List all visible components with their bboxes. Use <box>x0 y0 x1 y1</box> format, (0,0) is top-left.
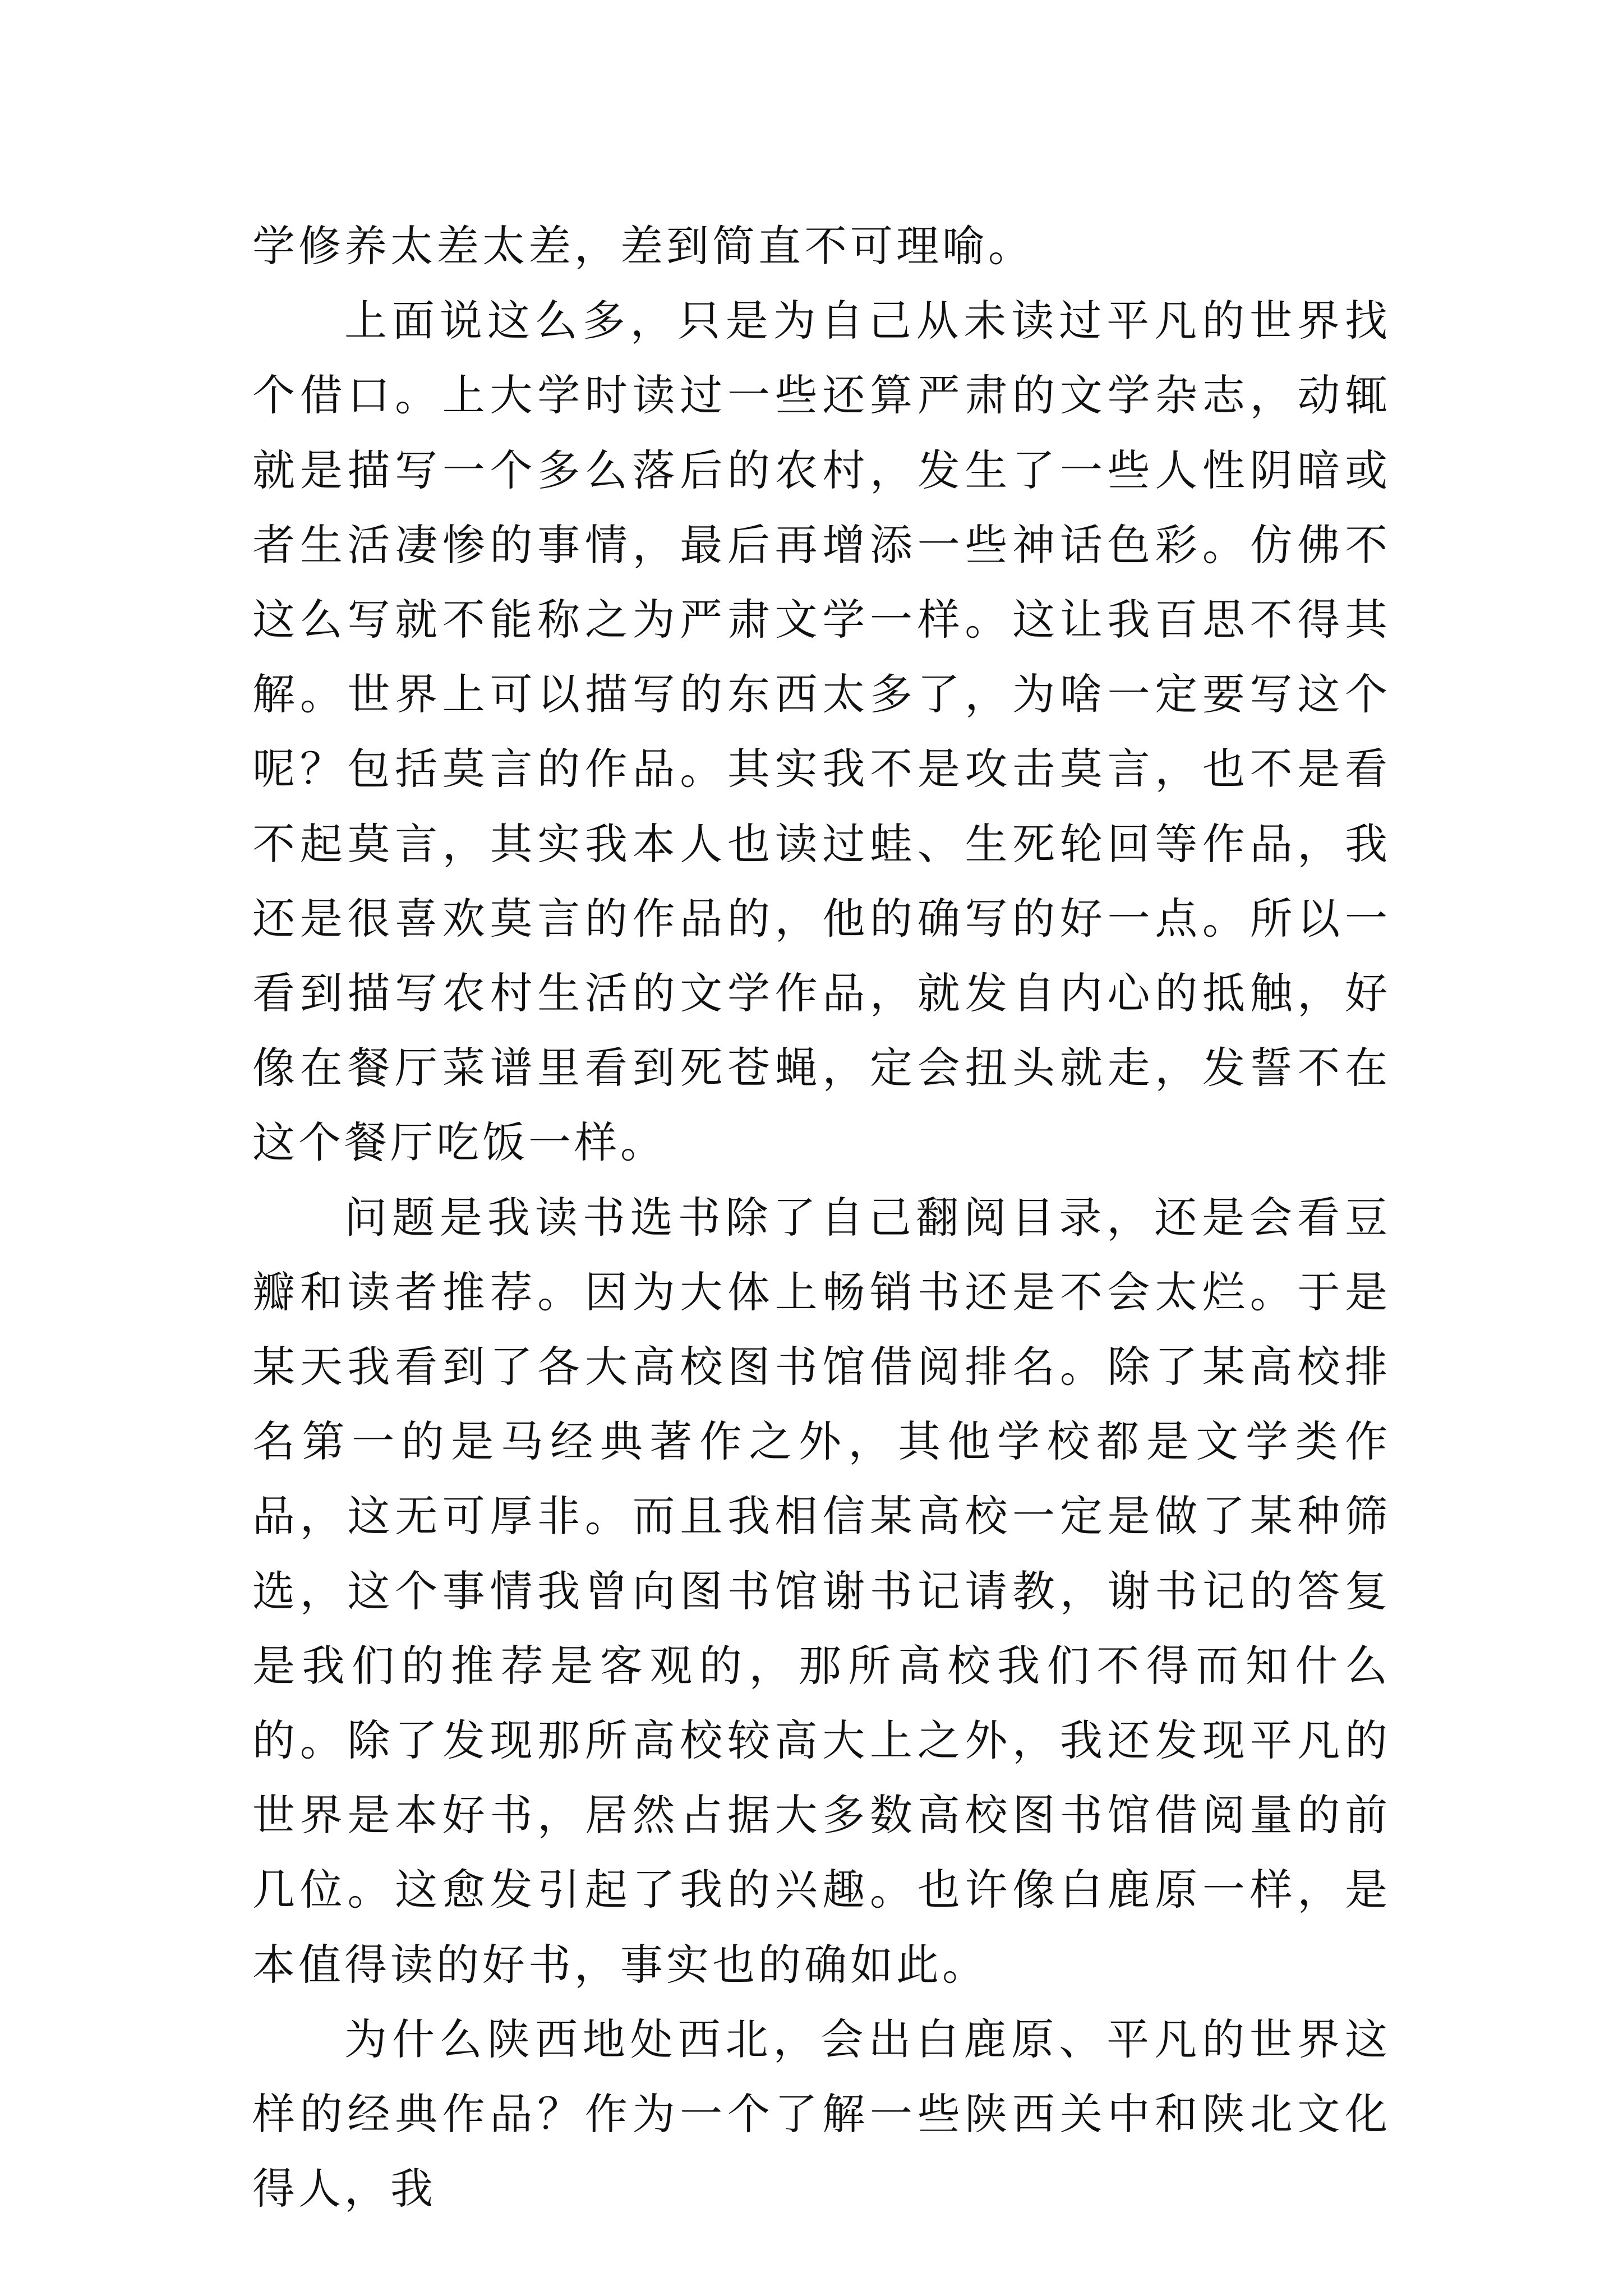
paragraph-excuse: 上面说这么多，只是为自己从未读过平凡的世界找个借口。上大学时读过一些还算严肃的文学杂志，动辄就是描写一个多么落后的农村，发生了一些人性阴暗或者生活凄惨的事情，最后再增添一些神话色彩。仿佛不这么写就不能称之为严肃文学一样。这让我百思不得其解。世界上可以描写的东西太多了，为啥一定要写这个呢？包括莫言的作品。其实我不是攻击莫言，也不是看不起莫言，其实我本人也读过蛙、生死轮回等作品，我还是很喜欢莫言的作品的，他的确写的好一点。所以一看到描写农村生活的文学作品，就发自内心的抵触，好像在餐厅菜谱里看到死苍蝇，定会扭头就走，发誓不在这个餐厅吃饭一样。 <box>252 296 1391 1168</box>
paragraph-library-ranking: 问题是我读书选书除了自己翻阅目录，还是会看豆瓣和读者推荐。因为大体上畅销书还是不会太烂。于是某天我看到了各大高校图书馆借阅排名。除了某高校排名第一的是马经典著作之外，其他学校都是文学类作品，这无可厚非。而且我相信某高校一定是做了某种筛选，这个事情我曾向图书馆谢书记请教，谢书记的答复是我们的推荐是客观的，那所高校我们不得而知什么的。除了发现那所高校较高大上之外，我还发现平凡的世界是本好书，居然占据大多数高校图书馆借阅量的前几位。这愈发引起了我的兴趣。也许像白鹿原一样，是本值得读的好书，事实也的确如此。 <box>252 1192 1391 1990</box>
body-text <box>252 209 1391 2226</box>
paragraph-continued: 学修养太差太差，差到简直不可理喻。 <box>252 221 1034 271</box>
paragraph-shaanxi: 为什么陕西地处西北，会出白鹿原、平凡的世界这样的经典作品？作为一个了解一些陕西关中和陕北文化得人，我 <box>252 2014 1391 2214</box>
